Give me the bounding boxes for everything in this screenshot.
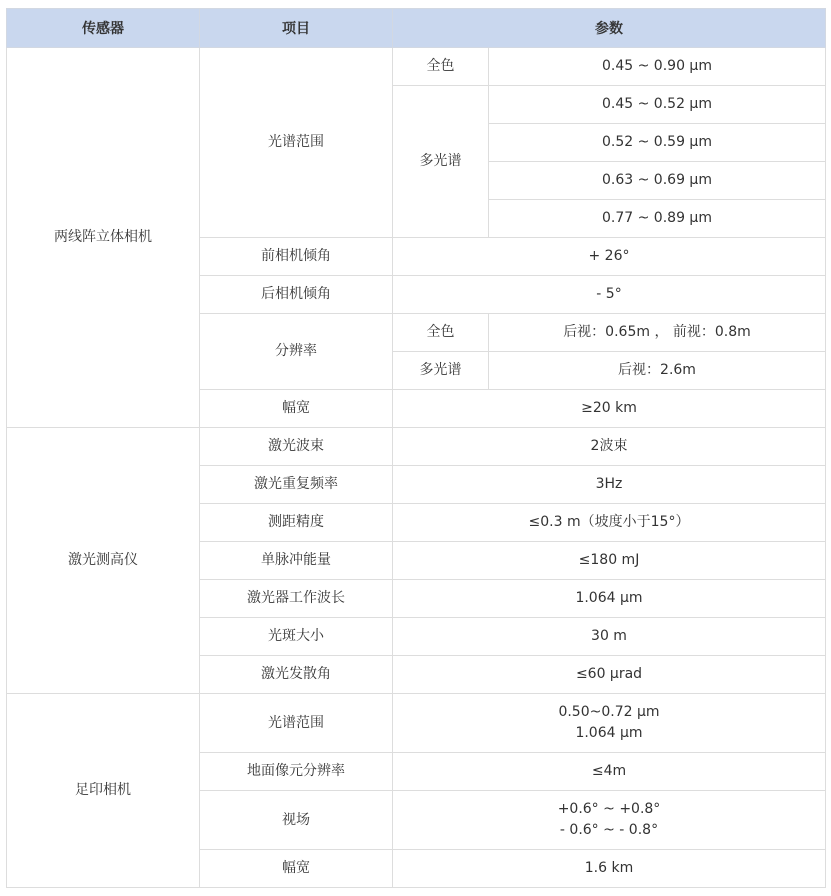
item-front-tilt: 前相机倾角 <box>200 238 393 276</box>
sensor-name-stereo: 两线阵立体相机 <box>7 48 200 428</box>
value-fp-swath: 1.6 km <box>393 850 826 888</box>
item-laser-label: 激光重复频率 <box>200 466 393 504</box>
value-line: 1.064 μm <box>575 725 643 741</box>
sensor-name-footprint: 足印相机 <box>7 694 200 888</box>
item-spectral-range: 光谱范围 <box>200 48 393 238</box>
sensor-spec-table <box>6 8 826 888</box>
value-ms-band-2: 0.52 ~ 0.59 μm <box>489 124 826 162</box>
value-line: 0.50~0.72 μm <box>558 704 660 720</box>
header-sensor: 传感器 <box>7 9 200 48</box>
value-swath: ≥20 km <box>393 390 826 428</box>
item-laser-label: 激光发散角 <box>200 656 393 694</box>
table-row <box>7 694 826 753</box>
item-rear-tilt: 后相机倾角 <box>200 276 393 314</box>
item-laser-label: 光斑大小 <box>200 618 393 656</box>
item-laser-value: ≤0.3 m（坡度小于15°） <box>393 504 826 542</box>
item-laser-label: 激光波束 <box>200 428 393 466</box>
header-param: 参数 <box>393 9 826 48</box>
item-fp-gsd: 地面像元分辨率 <box>200 753 393 791</box>
header-row <box>7 9 826 48</box>
value-front-tilt: + 26° <box>393 238 826 276</box>
item-laser-value: 30 m <box>393 618 826 656</box>
value-ms-band-1: 0.45 ~ 0.52 μm <box>489 86 826 124</box>
item-fp-spectral-range: 光谱范围 <box>200 694 393 753</box>
value-ms-band-4: 0.77 ~ 0.89 μm <box>489 200 826 238</box>
subitem-ms: 多光谱 <box>393 352 489 390</box>
value-line: - 0.6° ~ - 0.8° <box>559 822 659 838</box>
value-ms-resolution: 后视：2.6m <box>489 352 826 390</box>
item-laser-label: 单脉冲能量 <box>200 542 393 580</box>
value-line: +0.6° ~ +0.8° <box>557 801 661 817</box>
item-laser-value: 2波束 <box>393 428 826 466</box>
value-pan-resolution: 后视：0.65m ， 前视：0.8m <box>489 314 826 352</box>
value-fp-fov <box>393 791 826 850</box>
value-fp-spectral-range <box>393 694 826 753</box>
item-laser-value: 1.064 μm <box>393 580 826 618</box>
item-fp-fov: 视场 <box>200 791 393 850</box>
item-laser-label: 激光器工作波长 <box>200 580 393 618</box>
table-row <box>7 48 826 86</box>
item-laser-label: 测距精度 <box>200 504 393 542</box>
subitem-ms: 多光谱 <box>393 86 489 238</box>
item-laser-value: ≤60 μrad <box>393 656 826 694</box>
table-row <box>7 428 826 466</box>
value-fp-gsd: ≤4m <box>393 753 826 791</box>
header-item: 项目 <box>200 9 393 48</box>
item-swath: 幅宽 <box>200 390 393 428</box>
item-fp-swath: 幅宽 <box>200 850 393 888</box>
value-pan-range: 0.45 ~ 0.90 μm <box>489 48 826 86</box>
value-ms-band-3: 0.63 ~ 0.69 μm <box>489 162 826 200</box>
subitem-pan: 全色 <box>393 48 489 86</box>
item-laser-value: ≤180 mJ <box>393 542 826 580</box>
item-resolution: 分辨率 <box>200 314 393 390</box>
subitem-pan: 全色 <box>393 314 489 352</box>
sensor-name-laser: 激光测高仪 <box>7 428 200 694</box>
item-laser-value: 3Hz <box>393 466 826 504</box>
value-rear-tilt: - 5° <box>393 276 826 314</box>
